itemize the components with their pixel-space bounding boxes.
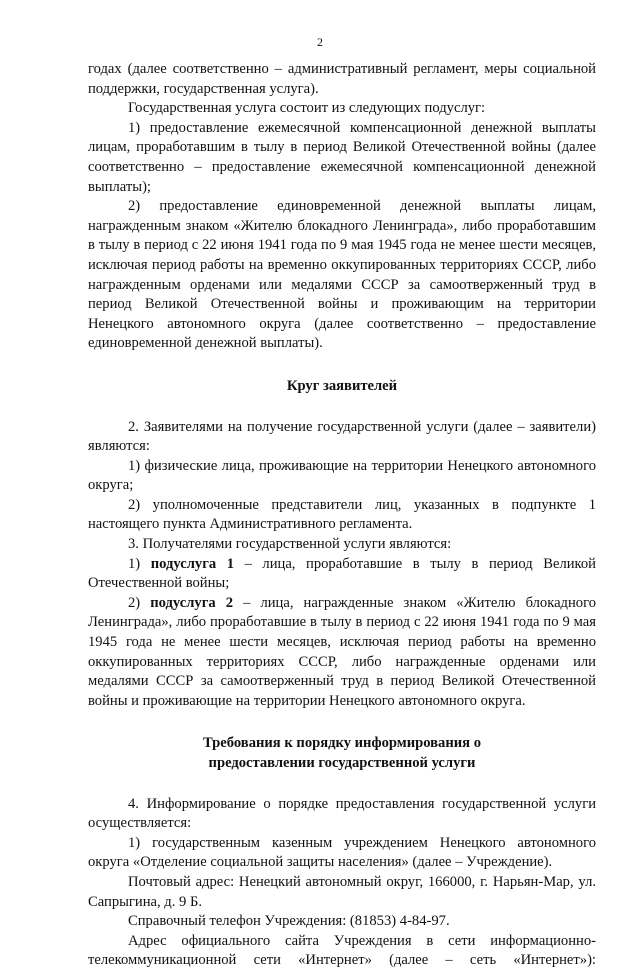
item-prefix: 2) (128, 594, 151, 611)
intro-continuation: годах (далее соответственно – административный регламент, меры социальной поддержки, государственная услуга). (88, 61, 596, 97)
page-number: 2 (317, 35, 323, 49)
document-body (88, 60, 596, 971)
website-address: Адрес официального сайта Учреждения в сети информационно-телекоммуникационной сети «Интернет» (далее – сеть «Интернет»): (88, 932, 596, 969)
subservice-1-label: подуслуга 1 (150, 555, 234, 572)
paragraph-3-item-2 (88, 594, 596, 712)
phone-number: Справочный телефон Учреждения: (81853) 4-84-97. (128, 913, 450, 930)
subservice-2-label: подуслуга 2 (150, 594, 234, 611)
spacer (88, 774, 596, 795)
item-text: – лица, проработавшие в тылу в период Великой Отечественной войны; (88, 555, 596, 592)
heading-information-line-2: предоставлении государственной услуги (208, 755, 476, 771)
paragraph-4: 4. Информирование о порядке предоставления государственной услуги осуществляется: (88, 795, 596, 832)
item-prefix: 1) (128, 555, 151, 572)
paragraph-3-item-1 (88, 555, 596, 594)
subservice-1: 1) предоставление ежемесячной компенсационной денежной выплаты лицам, проработавшим в тылу в период Великой Отечественной войны (далее соответственно – предоставление ежемесячной компенсационной денежной выплаты); (88, 119, 596, 195)
heading-information-line-1: Требования к порядку информирования о (203, 735, 481, 752)
paragraph-3: 3. Получателями государственной услуги являются: (128, 536, 452, 553)
paragraph-4-item-1: 1) государственным казенным учреждением Ненецкого автономного округа «Отделение социальной защиты населения» (далее – Учреждение). (88, 834, 596, 871)
subservices-intro: Государственная услуга состоит из следующих подуслуг: (128, 100, 486, 117)
paragraph-2: 2. Заявителями на получение государственной услуги (далее – заявители) являются: (88, 418, 596, 455)
subservice-2: 2) предоставление единовременной денежной выплаты лицам, награжденным знаком «Жителю блокадного Ленинграда», либо проработавшим в тылу в период с 22 июня 1941 года по 9 мая 1945 года не менее шести месяцев, исключая период работы на временно оккупированных территориях СССР, либо награжденным орденами или медалями СССР за самоотверженный труд в период Великой Отечественной войны и проживающим на территории Ненецкого автономного округа (далее соответственно – предоставление единовременной денежной выплаты). (88, 198, 596, 352)
heading-applicants: Круг заявителей (286, 377, 398, 394)
paragraph-2-item-1: 1) физические лица, проживающие на территории Ненецкого автономного округа; (88, 457, 596, 494)
postal-address: Почтовый адрес: Ненецкий автономный округ, 166000, г. Нарьян-Мар, ул. Сапрыгина, д. 9 Б. (88, 873, 596, 910)
spacer (88, 711, 596, 734)
spacer (88, 397, 596, 418)
paragraph-2-item-2: 2) уполномоченные представители лиц, указанных в подпункте 1 настоящего пункта Административного регламента. (88, 496, 596, 533)
spacer (88, 354, 596, 377)
item-text: – лица, награжденные знаком «Жителю блокадного Ленинграда», либо проработавшие в тылу в период с 22 июня 1941 года по 9 мая 1945 года не менее шести месяцев, исключая период работы на временно оккупированных территориях СССР, либо награжденные орденами или медалями СССР за самоотверженный труд в период Великой Отечественной войны и проживающие на территории Ненецкого автономного округа. (88, 594, 597, 709)
